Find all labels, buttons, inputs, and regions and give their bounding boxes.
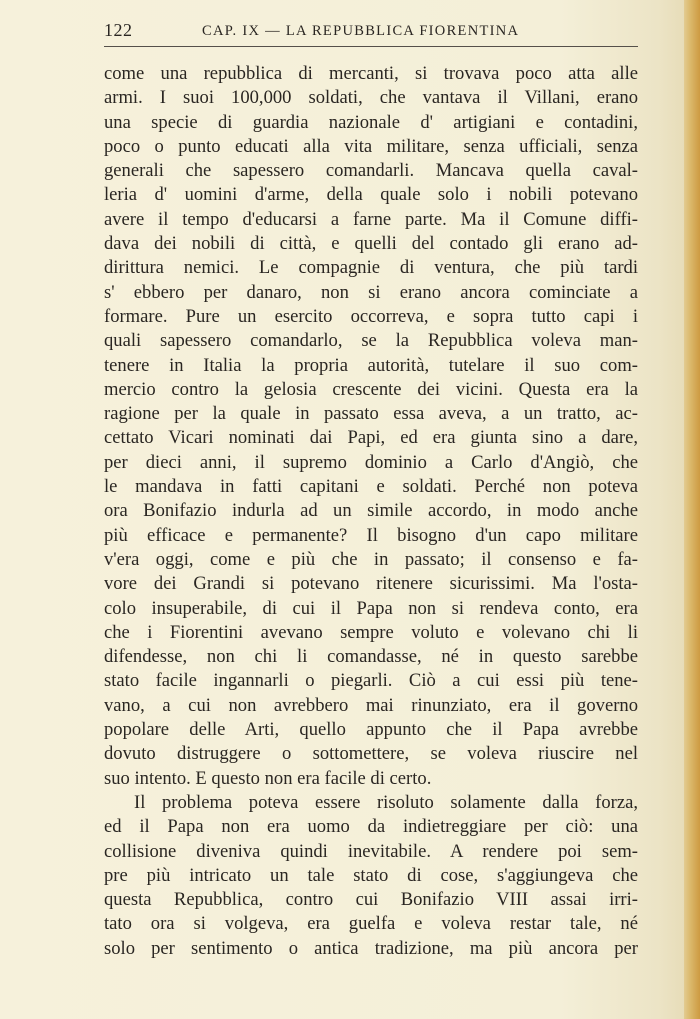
page-number: 122	[104, 20, 133, 40]
text-line: vore dei Grandi si potevano ritenere sicurissimi. Ma l'osta-	[104, 573, 638, 595]
text-line: collisione diveniva quindi inevitabile. A rendere poi sem-	[104, 840, 638, 862]
text-line: leria d' uomini d'arme, della quale solo i nobili potevano	[104, 184, 638, 206]
text-line: armi. I suoi 100,000 soldati, che vantava il Villani, erano	[104, 87, 638, 109]
text-line: popolare delle Arti, quello appunto che il Papa avrebbe	[104, 719, 638, 741]
text-line: questa Repubblica, contro cui Bonifazio VIII assai irri-	[104, 889, 638, 911]
text-line: ora Bonifazio indurla ad un simile accordo, in modo anche	[104, 500, 638, 522]
text-line: una specie di guardia nazionale d' artigiani e contadini,	[104, 111, 638, 133]
text-line: più efficace e permanente? Il bisogno d'un capo militare	[104, 524, 638, 546]
text-line: dirittura nemici. Le compagnie di ventura, che più tardi	[104, 257, 638, 279]
text-line: dovuto distruggere o sottomettere, se voleva riuscire nel	[104, 743, 638, 765]
text-line: v'era oggi, come e più che in passato; il consenso e fa-	[104, 548, 638, 570]
text-line: suo intento. E questo non era facile di certo.	[104, 767, 432, 789]
page-header	[104, 20, 638, 44]
text-line: Il problema poteva essere risoluto solamente dalla forza,	[134, 791, 638, 813]
paragraph-2	[104, 791, 638, 961]
text-line: avere il tempo d'educarsi a farne parte. Ma il Comune diffi-	[104, 208, 638, 230]
text-line: ragione per la quale in passato essa aveva, a un tratto, ac-	[104, 403, 638, 425]
text-line: le mandava in fatti capitani e soldati. Perché non poteva	[104, 476, 638, 498]
text-line: difendesse, non chi li comandasse, né in questo sarebbe	[104, 646, 638, 668]
text-line: pre più intricato un tale stato di cose, s'aggiungeva che	[104, 864, 638, 886]
text-line: dava dei nobili di città, e quelli del contado gli erano ad-	[104, 233, 638, 255]
page-edge	[684, 0, 700, 1019]
text-line: che i Fiorentini avevano sempre voluto e volevano chi li	[104, 621, 638, 643]
text-line: quali sapessero comandarlo, se la Repubblica voleva man-	[104, 330, 638, 352]
text-line: generali che sapessero comandarli. Mancava quella caval-	[104, 160, 638, 182]
text-line: come una repubblica di mercanti, si trovava poco atta alle	[104, 63, 638, 84]
paragraph-1	[104, 62, 638, 791]
text-line: colo insuperabile, di cui il Papa non si rendeva conto, era	[104, 597, 638, 619]
text-line: tato ora si volgeva, era guelfa e voleva restar tale, né	[104, 913, 638, 935]
text-line: poco o punto educati alla vita militare, senza ufficiali, senza	[104, 135, 638, 157]
text-line: formare. Pure un esercito occorreva, e sopra tutto capi i	[104, 305, 638, 327]
text-line: cettato Vicari nominati dai Papi, ed era giunta sino a dare,	[104, 427, 638, 449]
text-line: s' ebbero per danaro, non si erano ancora cominciate a	[104, 281, 638, 303]
text-line: solo per sentimento o antica tradizione, ma più ancora per	[104, 937, 638, 959]
text-line: mercio contro la gelosia crescente dei vicini. Questa era la	[104, 378, 638, 400]
text-line: vano, a cui non avrebbero mai rinunziato, era il governo	[104, 694, 638, 716]
text-line: tenere in Italia la propria autorità, tutelare il suo com-	[104, 354, 638, 376]
header-rule	[104, 46, 638, 47]
running-head: CAP. IX — LA REPUBBLICA FIORENTINA	[202, 23, 520, 39]
text-line: per dieci anni, il supremo dominio a Carlo d'Angiò, che	[104, 451, 638, 473]
text-line: ed il Papa non era uomo da indietreggiare per ciò: una	[104, 816, 638, 838]
text-line: stato facile ingannarli o piegarli. Ciò a cui essi più tene-	[104, 670, 638, 692]
body-text	[104, 62, 638, 961]
